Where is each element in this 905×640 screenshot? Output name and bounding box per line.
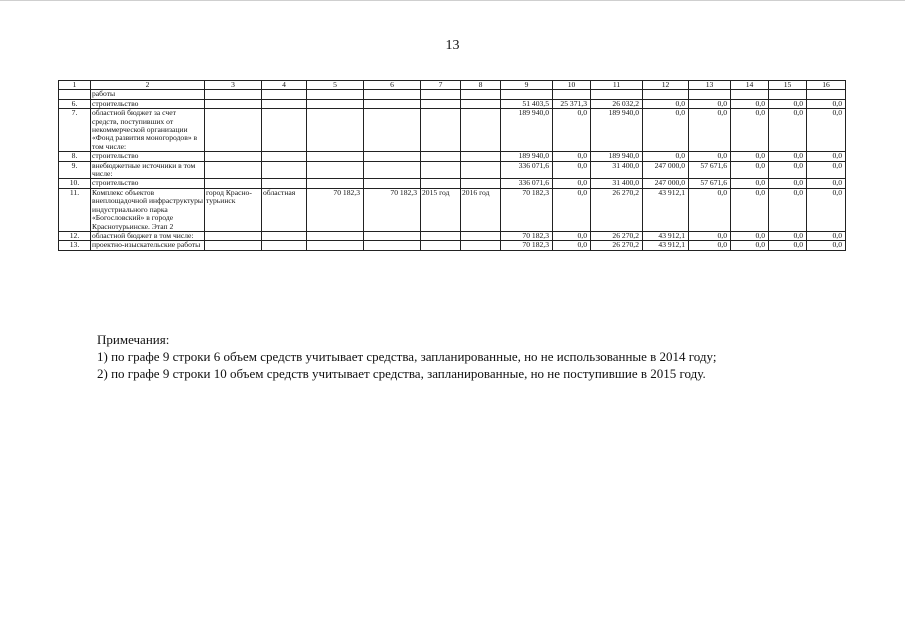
table-cell: 0,0 <box>553 188 591 231</box>
table-cell <box>262 241 307 250</box>
table-cell <box>307 90 364 99</box>
table-cell: 8. <box>59 152 91 161</box>
table-cell: работы <box>91 90 205 99</box>
table-cell: 0,0 <box>643 109 689 152</box>
table-cell: 0,0 <box>553 241 591 250</box>
table-cell <box>364 241 421 250</box>
column-header: 12 <box>643 81 689 90</box>
table-cell <box>307 99 364 108</box>
column-header: 10 <box>553 81 591 90</box>
table-row <box>59 99 846 108</box>
table-cell <box>364 90 421 99</box>
table-cell: 0,0 <box>689 109 731 152</box>
table-cell: 0,0 <box>807 161 846 179</box>
table-cell: 31 400,0 <box>591 161 643 179</box>
column-header: 14 <box>731 81 769 90</box>
table-cell <box>643 90 689 99</box>
table-cell: 6. <box>59 99 91 108</box>
table-cell: 43 912,1 <box>643 231 689 240</box>
table-cell <box>421 161 461 179</box>
table-cell <box>364 231 421 240</box>
table-cell: 0,0 <box>689 231 731 240</box>
table-cell: 57 671,6 <box>689 179 731 188</box>
table-cell: 189 940,0 <box>591 109 643 152</box>
table-cell: областная <box>262 188 307 231</box>
table-cell: 70 182,3 <box>501 231 553 240</box>
table-row <box>59 90 846 99</box>
table-cell <box>262 152 307 161</box>
table-cell: 0,0 <box>731 161 769 179</box>
table-cell: 51 403,5 <box>501 99 553 108</box>
table-cell: 0,0 <box>769 161 807 179</box>
table-cell: 189 940,0 <box>501 152 553 161</box>
table-cell: 0,0 <box>643 99 689 108</box>
table-cell: 0,0 <box>731 179 769 188</box>
notes-block <box>97 331 717 382</box>
table-cell: 0,0 <box>807 231 846 240</box>
table-cell: Комплекс объектов внеплощадочной инфраструктуры индустриального парка «Богословский» в городе Краснотурьинске. Этап 2 <box>92 188 203 231</box>
table-cell: 0,0 <box>807 109 846 152</box>
table-cell: 336 071,6 <box>501 161 553 179</box>
table-cell: 0,0 <box>731 188 769 231</box>
table-cell <box>262 179 307 188</box>
table-cell <box>461 152 501 161</box>
column-header: 16 <box>807 81 846 90</box>
table-cell: 7. <box>59 109 91 152</box>
table-cell <box>769 90 807 99</box>
table-cell: 0,0 <box>769 152 807 161</box>
table-cell: 0,0 <box>643 152 689 161</box>
note-item-1: 1) по графе 9 строки 6 объем средств учитывает средства, запланированные, но не использованные в 2014 году; <box>97 349 717 364</box>
table-cell: 70 182,3 <box>364 188 421 231</box>
column-header: 7 <box>421 81 461 90</box>
table-cell: 0,0 <box>769 188 807 231</box>
table-cell <box>307 152 364 161</box>
table-cell <box>807 90 846 99</box>
table-cell: 0,0 <box>731 241 769 250</box>
table-cell: 0,0 <box>689 188 731 231</box>
table-cell <box>501 90 553 99</box>
table-cell <box>461 99 501 108</box>
column-header: 6 <box>364 81 421 90</box>
financing-table <box>58 80 846 251</box>
column-header: 15 <box>769 81 807 90</box>
table-cell <box>461 179 501 188</box>
table-cell <box>307 231 364 240</box>
table-cell <box>205 161 262 179</box>
table-cell <box>364 152 421 161</box>
table-cell <box>461 231 501 240</box>
table-cell <box>364 99 421 108</box>
column-header: 9 <box>501 81 553 90</box>
table-cell: 0,0 <box>689 241 731 250</box>
table-cell <box>364 109 421 152</box>
table-cell: 2015 год <box>421 188 461 231</box>
table-cell: 0,0 <box>731 109 769 152</box>
table-cell <box>205 109 262 152</box>
table-cell: город Красно-турьинск <box>205 188 262 231</box>
table-cell: 0,0 <box>807 99 846 108</box>
table-cell: 31 400,0 <box>591 179 643 188</box>
top-divider <box>0 0 905 1</box>
column-header: 5 <box>307 81 364 90</box>
table-cell <box>421 90 461 99</box>
table-cell: 0,0 <box>769 231 807 240</box>
column-header: 11 <box>591 81 643 90</box>
table-cell <box>731 90 769 99</box>
table-cell <box>364 161 421 179</box>
table-cell: 0,0 <box>769 99 807 108</box>
column-header: 3 <box>205 81 262 90</box>
table-cell: 247 000,0 <box>643 161 689 179</box>
table-cell: 2016 год <box>461 188 501 231</box>
table-cell <box>364 179 421 188</box>
table-cell <box>262 231 307 240</box>
table-cell: 13. <box>59 241 91 250</box>
table-cell: 0,0 <box>731 152 769 161</box>
table-cell: 26 270,2 <box>591 241 643 250</box>
table-cell: 189 940,0 <box>501 109 553 152</box>
table-cell <box>307 109 364 152</box>
table-cell: 0,0 <box>553 231 591 240</box>
table-cell <box>262 109 307 152</box>
table-cell: областной бюджет в том числе: <box>91 231 205 240</box>
table-cell: 0,0 <box>553 109 591 152</box>
table-cell: 11. <box>59 188 91 231</box>
table-cell <box>689 90 731 99</box>
table-cell <box>205 231 262 240</box>
table-cell: 0,0 <box>731 231 769 240</box>
notes-title: Примечания: <box>97 332 170 347</box>
table-cell: 12. <box>59 231 91 240</box>
table-cell <box>553 90 591 99</box>
table-cell: строительство <box>91 179 205 188</box>
table-cell: 70 182,3 <box>501 188 553 231</box>
table-cell: строительство <box>91 152 205 161</box>
table-cell <box>307 179 364 188</box>
column-header: 13 <box>689 81 731 90</box>
table-cell <box>205 152 262 161</box>
table-cell <box>205 241 262 250</box>
table-cell <box>421 179 461 188</box>
column-header: 4 <box>262 81 307 90</box>
table-cell <box>205 90 262 99</box>
table-row <box>59 188 846 231</box>
table-row <box>59 179 846 188</box>
table-cell: 0,0 <box>807 152 846 161</box>
column-header: 2 <box>91 81 205 90</box>
table-cell <box>421 152 461 161</box>
table-cell <box>205 179 262 188</box>
table-cell: 0,0 <box>689 99 731 108</box>
table-cell: 70 182,3 <box>501 241 553 250</box>
table-cell: 0,0 <box>553 179 591 188</box>
table-cell: 189 940,0 <box>591 152 643 161</box>
table-cell: 43 912,1 <box>643 188 689 231</box>
table-cell <box>59 90 91 99</box>
table-cell <box>461 241 501 250</box>
table-cell <box>262 90 307 99</box>
table-cell <box>591 90 643 99</box>
table-cell: 9. <box>59 161 91 179</box>
table-cell: областной бюджет за счет средств, поступивших от некоммерческой организации «Фонд развития моногородов» в том числе: <box>91 109 205 152</box>
column-header: 1 <box>59 81 91 90</box>
table-cell <box>205 99 262 108</box>
table-cell: 247 000,0 <box>643 179 689 188</box>
table-cell: 0,0 <box>807 179 846 188</box>
table-cell <box>461 90 501 99</box>
table-cell: 0,0 <box>769 241 807 250</box>
table-cell <box>307 241 364 250</box>
table-cell: внебюджетные источники в том числе: <box>91 161 205 179</box>
table-header-row <box>59 81 846 90</box>
table-row <box>59 161 846 179</box>
table-cell: 57 671,6 <box>689 161 731 179</box>
table-cell: 0,0 <box>769 179 807 188</box>
table-cell: 0,0 <box>689 152 731 161</box>
table-cell: 43 912,1 <box>643 241 689 250</box>
table-cell: 26 032,2 <box>591 99 643 108</box>
table-cell: 0,0 <box>553 161 591 179</box>
table-cell <box>421 109 461 152</box>
table-cell: 0,0 <box>807 188 846 231</box>
table-cell: 0,0 <box>731 99 769 108</box>
table-cell: 70 182,3 <box>307 188 364 231</box>
table-cell <box>421 241 461 250</box>
table-cell: 0,0 <box>807 241 846 250</box>
table-cell: строительство <box>91 99 205 108</box>
table-row <box>59 241 846 250</box>
table-row <box>59 109 846 152</box>
table-cell <box>421 99 461 108</box>
table-cell <box>461 109 501 152</box>
table-cell: 25 371,3 <box>553 99 591 108</box>
table-cell: 0,0 <box>553 152 591 161</box>
table-cell: 0,0 <box>769 109 807 152</box>
table-row <box>59 152 846 161</box>
table-cell: 336 071,6 <box>501 179 553 188</box>
table-cell <box>421 231 461 240</box>
column-header: 8 <box>461 81 501 90</box>
table-cell: проектно-изыскательские работы <box>91 241 205 250</box>
table-cell <box>262 99 307 108</box>
table-cell: 26 270,2 <box>591 231 643 240</box>
table-row <box>59 231 846 240</box>
table-cell: 10. <box>59 179 91 188</box>
table-cell: 26 270,2 <box>591 188 643 231</box>
note-item-2: 2) по графе 9 строки 10 объем средств учитывает средства, запланированные, но не поступившие в 2015 году. <box>97 366 706 381</box>
page-number: 13 <box>445 38 460 53</box>
table-cell <box>461 161 501 179</box>
table-cell <box>262 161 307 179</box>
table-cell <box>307 161 364 179</box>
